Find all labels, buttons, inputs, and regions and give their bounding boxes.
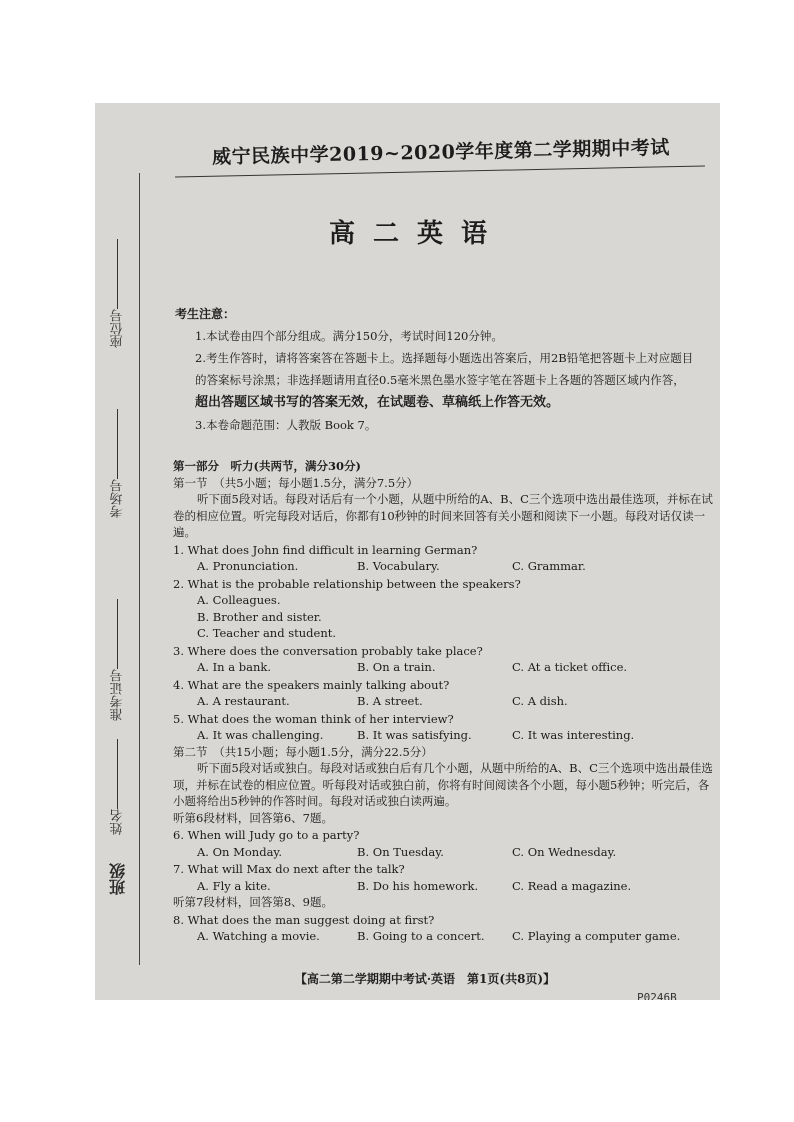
option-b: B. On a train. xyxy=(357,660,436,674)
notice-item-2 xyxy=(175,347,695,414)
option-c: C. It was interesting. xyxy=(512,728,635,742)
section2-instructions: 听下面5段对话或独白。每段对话或独白后有几个小题，从题中所给的A、B、C三个选项中选出最佳选项，并标在试卷的相应位置。听每段对话或独白前，你将有时间阅读各个小题，每小题5秒钟；听完后，各小题将给出5秒钟的作答时间。每段对话或独白读两遍。 xyxy=(173,761,713,808)
material-7-note: 听第7段材料，回答第8、9题。 xyxy=(173,895,333,909)
option-c: C. Teacher and student. xyxy=(197,626,337,640)
option-a: A. Colleagues. xyxy=(197,593,281,607)
class-label: 班级 xyxy=(108,863,128,895)
option-a: A. Watching a movie. xyxy=(197,929,320,943)
seat-field xyxy=(103,233,133,348)
name-field xyxy=(103,733,133,835)
option-a: A. It was challenging. xyxy=(197,728,324,742)
question-2: 2. What is the probable relationship between the speakers? xyxy=(173,576,521,591)
question-3: 3. Where does the conversation probably take place? xyxy=(173,643,483,658)
exam-room-label: 考场号 xyxy=(110,479,126,518)
name-label: 姓名 xyxy=(110,809,126,835)
option-b: B. On Tuesday. xyxy=(357,844,444,859)
notice-heading: 考生注意： xyxy=(175,307,236,321)
question-1-options xyxy=(173,558,713,575)
option-c: C. Playing a computer game. xyxy=(512,929,681,943)
option-b: B. Brother and sister. xyxy=(197,609,322,624)
question-3-options xyxy=(173,659,713,676)
admission-field xyxy=(103,593,133,721)
option-c: C. Read a magazine. xyxy=(512,878,632,893)
option-c: C. On Wednesday. xyxy=(512,844,617,859)
option-a: A. Fly a kite. xyxy=(197,878,271,893)
exam-title: 威宁民族中学2019~2020学年度第二学期期中考试 xyxy=(211,136,670,169)
question-7-options xyxy=(173,878,713,895)
subject-title: 高二英语 xyxy=(328,219,505,249)
question-2-options xyxy=(173,592,713,642)
notice-block xyxy=(175,303,695,436)
question-8: 8. What does the man suggest doing at first? xyxy=(173,912,435,927)
admission-label: 准考证号 xyxy=(110,669,126,721)
option-a: A. In a bank. xyxy=(197,660,271,674)
option-b: B. Do his homework. xyxy=(357,878,479,893)
option-a: A. On Monday. xyxy=(197,844,283,859)
option-c: C. A dish. xyxy=(512,694,568,708)
question-4-options xyxy=(173,693,713,710)
option-a: A. A restaurant. xyxy=(197,694,290,708)
question-7: 7. What will Max do next after the talk? xyxy=(173,862,405,876)
section2-heading: 第二节 （共15小题；每小题1.5分，满分22.5分） xyxy=(173,744,433,759)
notice-item-1: 1.本试卷由四个部分组成。满分150分，考试时间120分钟。 xyxy=(195,329,503,343)
option-b: B. Vocabulary. xyxy=(357,559,440,573)
paper-code: P0246B xyxy=(637,991,677,1000)
exam-room-field xyxy=(103,403,133,518)
option-a: A. Pronunciation. xyxy=(197,559,299,573)
part1-content xyxy=(173,458,713,945)
page-footer: 【高二第二学期期中考试·英语 第1页(共8页)】 xyxy=(294,972,556,986)
option-b: B. Going to a concert. xyxy=(357,929,485,943)
material-6-note: 听第6段材料，回答第6、7题。 xyxy=(173,810,333,825)
notice-item-2-emphasis: 超出答题区域书写的答案无效，在试题卷、草稿纸上作答无效。 xyxy=(195,395,560,410)
seat-label: 座位号 xyxy=(110,309,126,348)
notice-item-2-text: 2.考生作答时，请将答案答在答题卡上。选择题每小题选出答案后，用2B铅笔把答题卡上对应题目的答案标号涂黑；非选择题请用直径0.5毫米黑色墨水签字笔在答题卡上各题的答题区域内作答， xyxy=(195,351,694,387)
question-6-options xyxy=(173,844,713,861)
option-c: C. At a ticket office. xyxy=(512,660,628,674)
option-c: C. Grammar. xyxy=(512,559,586,573)
question-4: 4. What are the speakers mainly talking about? xyxy=(173,677,450,692)
question-8-options xyxy=(173,928,713,945)
question-5: 5. What does the woman think of her interview? xyxy=(173,711,454,726)
section1-instructions: 听下面5段对话。每段对话后有一个小题，从题中所给的A、B、C三个选项中选出最佳选项，并标在试卷的相应位置。听完每段对话后，你都有10秒钟的时间来回答有关小题和阅读下一小题。每段对话仅读一遍。 xyxy=(173,492,713,539)
question-5-options xyxy=(173,727,713,744)
option-b: B. It was satisfying. xyxy=(357,728,472,742)
notice-item-3: 3.本卷命题范围：人教版 Book 7。 xyxy=(195,418,377,432)
class-field xyxy=(103,863,133,895)
question-1: 1. What does John find difficult in learning German? xyxy=(173,542,478,557)
option-b: B. A street. xyxy=(357,694,423,708)
exam-paper xyxy=(95,103,720,1000)
question-6: 6. When will Judy go to a party? xyxy=(173,828,360,842)
part1-heading: 第一部分 听力(共两节，满分30分) xyxy=(173,459,361,473)
binding-line xyxy=(139,173,140,965)
section1-heading: 第一节 （共5小题；每小题1.5分，满分7.5分） xyxy=(173,475,419,490)
